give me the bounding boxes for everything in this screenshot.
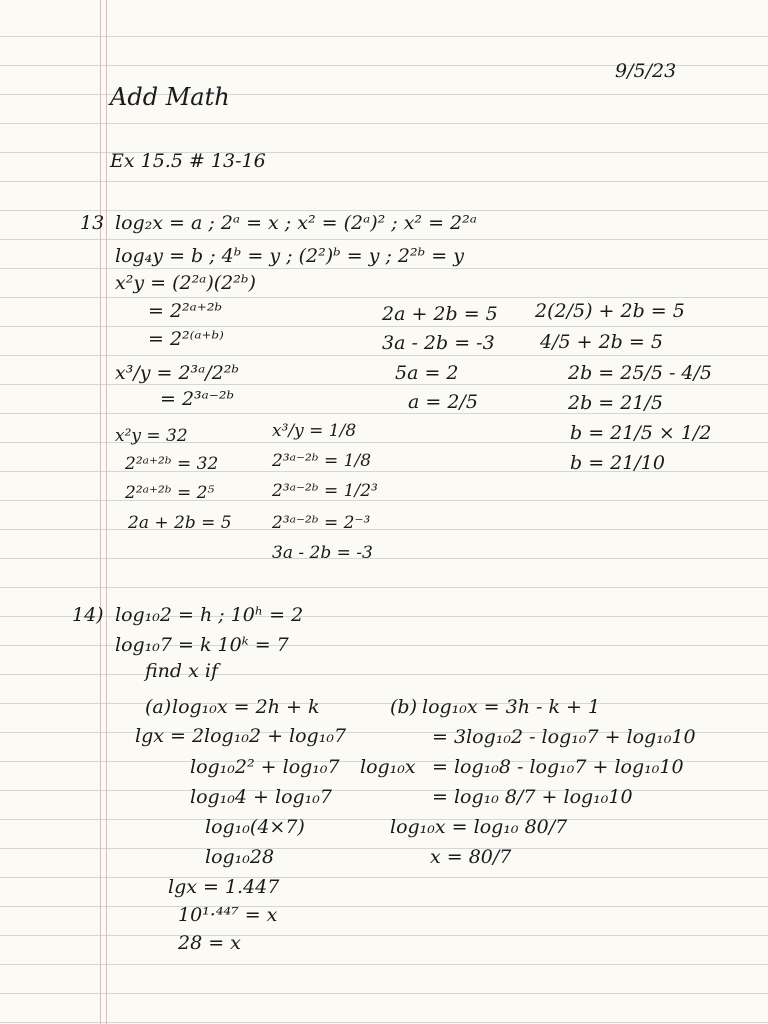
q13-line: x²y = (2²ᵃ)(2²ᵇ) <box>115 272 256 294</box>
q13-col1-line: 2²ᵃ⁺²ᵇ = 2⁵ <box>125 483 215 503</box>
q13-col4-line: 2b = 21/5 <box>568 392 663 414</box>
part-a-line: log₁₀x = 2h + k <box>172 696 320 718</box>
q13-line: = 2²⁽ᵃ⁺ᵇ⁾ <box>148 328 224 350</box>
part-b-line: log₁₀x = log₁₀ 80/7 <box>390 816 568 838</box>
q13-col4-line: 2b = 25/5 - 4/5 <box>568 362 712 384</box>
q14-given-line: log₁₀7 = k 10ᵏ = 7 <box>115 634 289 656</box>
q13-col4-line: 4/5 + 2b = 5 <box>540 331 663 353</box>
q13-line: x³/y = 2³ᵃ/2²ᵇ <box>115 362 240 384</box>
q13-col3-line: 2a + 2b = 5 <box>382 303 498 325</box>
q13-line: log₂x = a ; 2ᵃ = x ; x² = (2ᵃ)² ; x² = 2²ᵃ <box>115 212 477 234</box>
question-number-13: 13 <box>80 212 105 234</box>
q13-col1-line: 2²ᵃ⁺²ᵇ = 32 <box>125 454 219 474</box>
part-b-label: (b) <box>390 696 417 718</box>
part-b-line: x = 80/7 <box>430 846 512 868</box>
q13-col2-line: 2³ᵃ⁻²ᵇ = 2⁻³ <box>272 513 371 533</box>
q13-col2-line: 3a - 2b = -3 <box>272 543 373 563</box>
part-a-line: log₁₀2² + log₁₀7 <box>190 756 340 778</box>
q13-col1-line: x²y = 32 <box>115 426 188 446</box>
title: Add Math <box>110 83 230 111</box>
q13-col2-line: 2³ᵃ⁻²ᵇ = 1/8 <box>272 451 372 471</box>
question-number-14: 14) <box>72 604 104 626</box>
part-b-line: = 3log₁₀2 - log₁₀7 + log₁₀10 <box>432 726 696 748</box>
part-b-line: log₁₀x = 3h - k + 1 <box>422 696 601 718</box>
part-a-line: lgx = 1.447 <box>168 876 280 898</box>
q13-line: = 2²ᵃ⁺²ᵇ <box>148 300 223 322</box>
part-a-line: 10¹·⁴⁴⁷ = x <box>178 904 278 926</box>
part-a-label: (a) <box>145 696 172 718</box>
q13-col2-line: x³/y = 1/8 <box>272 421 357 441</box>
q13-col2-line: 2³ᵃ⁻²ᵇ = 1/2³ <box>272 481 378 501</box>
q14-prompt: find x if <box>145 660 218 682</box>
q13-line: log₄y = b ; 4ᵇ = y ; (2²)ᵇ = y ; 2²ᵇ = y <box>115 245 464 267</box>
margin-line-left <box>100 0 101 1024</box>
part-b-line: = log₁₀8 - log₁₀7 + log₁₀10 <box>432 756 684 778</box>
part-a-line: lgx = 2log₁₀2 + log₁₀7 <box>135 725 347 747</box>
date: 9/5/23 <box>615 60 677 82</box>
q13-col4-line: b = 21/5 × 1/2 <box>570 422 712 444</box>
q13-line: = 2³ᵃ⁻²ᵇ <box>160 388 235 410</box>
q13-col3-line: a = 2/5 <box>408 391 478 413</box>
q13-col3-line: 3a - 2b = -3 <box>382 332 495 354</box>
q13-col4-line: 2(2/5) + 2b = 5 <box>535 300 685 322</box>
part-a-line: 28 = x <box>178 932 241 954</box>
part-b-line: log₁₀x <box>360 756 416 778</box>
margin-line-right <box>106 0 107 1024</box>
part-a-line: log₁₀28 <box>205 846 275 868</box>
q14-given-line: log₁₀2 = h ; 10ʰ = 2 <box>115 604 304 626</box>
q13-col3-line: 5a = 2 <box>395 362 459 384</box>
part-a-line: log₁₀4 + log₁₀7 <box>190 786 332 808</box>
q13-col1-line: 2a + 2b = 5 <box>128 513 232 533</box>
part-a-line: log₁₀(4×7) <box>205 816 305 838</box>
exercise-heading: Ex 15.5 # 13-16 <box>110 150 266 172</box>
part-b-line: = log₁₀ 8/7 + log₁₀10 <box>432 786 633 808</box>
q13-col4-line: b = 21/10 <box>570 452 665 474</box>
